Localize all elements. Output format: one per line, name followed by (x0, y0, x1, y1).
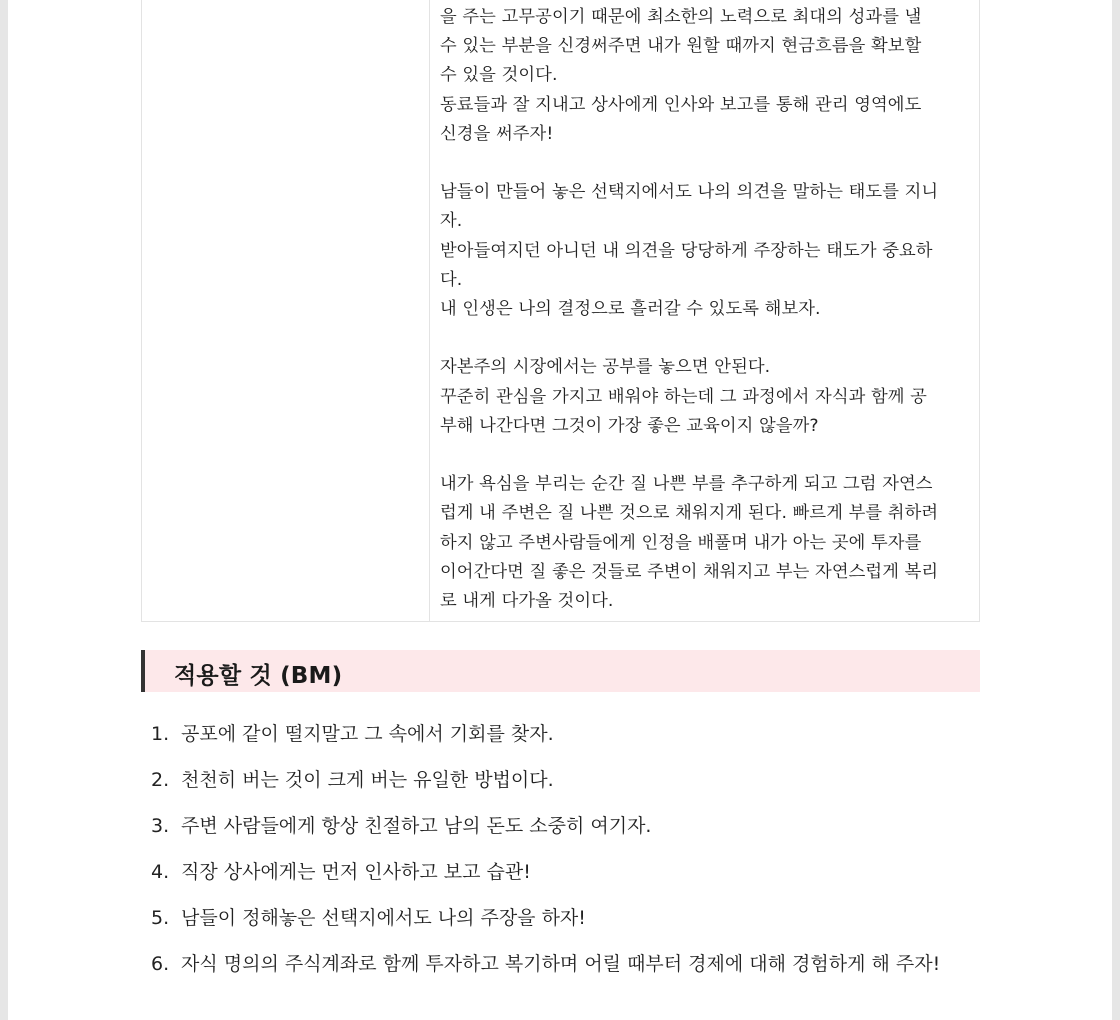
note-line: 수 있는 부분을 신경써주면 내가 원할 때까지 현금흐름을 확보할 (440, 36, 922, 57)
note-line: 동료들과 잘 지내고 상사에게 인사와 보고를 통해 관리 영역에도 (440, 94, 922, 115)
paragraph-gap (440, 324, 975, 353)
list-item-text: 공포에 같이 떨지말고 그 속에서 기회를 찾자. (181, 723, 554, 745)
note-line: 하지 않고 주변사람들에게 인정을 배풀며 내가 아는 곳에 투자를 (440, 532, 922, 553)
notes-table (141, 0, 980, 622)
note-line: 받아들여지던 아니던 내 의견을 당당하게 주장하는 태도가 중요하 (440, 240, 933, 261)
note-line: 남들이 만들어 놓은 선택지에서도 나의 의견을 말하는 태도를 지니 (440, 182, 939, 203)
list-item-text: 천천히 버는 것이 크게 버는 유일한 방법이다. (181, 769, 554, 791)
note-line: 로 내게 다가올 것이다. (440, 591, 614, 612)
list-item-text: 자식 명의의 주식계좌로 함께 투자하고 복기하며 어릴 때부터 경제에 대해 경험하게 해 주자! (181, 953, 941, 975)
note-line: 럽게 내 주변은 질 나쁜 것으로 채워지게 된다. 빠르게 부를 취하려 (440, 503, 939, 524)
list-item (151, 766, 971, 794)
list-item-number: 2. (151, 769, 170, 791)
list-item-number: 5. (151, 907, 170, 929)
list-item (151, 950, 971, 978)
note-line: 수 있을 것이다. (440, 65, 558, 86)
list-item (151, 904, 971, 932)
note-line: 부해 나간다면 그것이 가장 좋은 교육이지 않을까? (440, 415, 819, 436)
table-column-divider (429, 0, 430, 621)
note-line: 내가 욕심을 부리는 순간 질 나쁜 부를 추구하게 되고 그럼 자연스 (440, 474, 933, 495)
list-item (151, 720, 971, 748)
note-line: 자본주의 시장에서는 공부를 놓으면 안된다. (440, 357, 771, 378)
list-item (151, 858, 971, 886)
list-item-text: 직장 상사에게는 먼저 인사하고 보고 습관! (181, 861, 531, 883)
list-item-number: 3. (151, 815, 170, 837)
list-item (151, 812, 971, 840)
paragraph-gap (440, 149, 975, 178)
list-item-number: 6. (151, 953, 170, 975)
note-line: 꾸준히 관심을 가지고 배워야 하는데 그 과정에서 자식과 함께 공 (440, 386, 927, 407)
note-line: 이어간다면 질 좋은 것들로 주변이 채워지고 부는 자연스럽게 복리 (440, 561, 939, 582)
apply-list (151, 720, 971, 996)
page-left-edge (0, 0, 8, 1020)
page-right-edge (1112, 0, 1120, 1020)
note-line: 다. (440, 269, 463, 290)
section-title: 적용할 것 (BM) (174, 663, 343, 689)
note-line: 신경을 써주자! (440, 123, 554, 144)
list-item-number: 4. (151, 861, 170, 883)
list-item-text: 남들이 정해놓은 선택지에서도 나의 주장을 하자! (181, 907, 586, 929)
section-header (141, 650, 980, 692)
note-line: 내 인생은 나의 결정으로 흘러갈 수 있도록 해보자. (440, 299, 821, 320)
note-line: 자. (440, 211, 463, 232)
note-line: 을 주는 고무공이기 때문에 최소한의 노력으로 최대의 성과를 낼 (440, 7, 922, 27)
notes-cell (440, 3, 975, 616)
list-item-text: 주변 사람들에게 항상 친절하고 남의 돈도 소중히 여기자. (181, 815, 652, 837)
list-item-number: 1. (151, 723, 170, 745)
paragraph-gap (440, 441, 975, 470)
